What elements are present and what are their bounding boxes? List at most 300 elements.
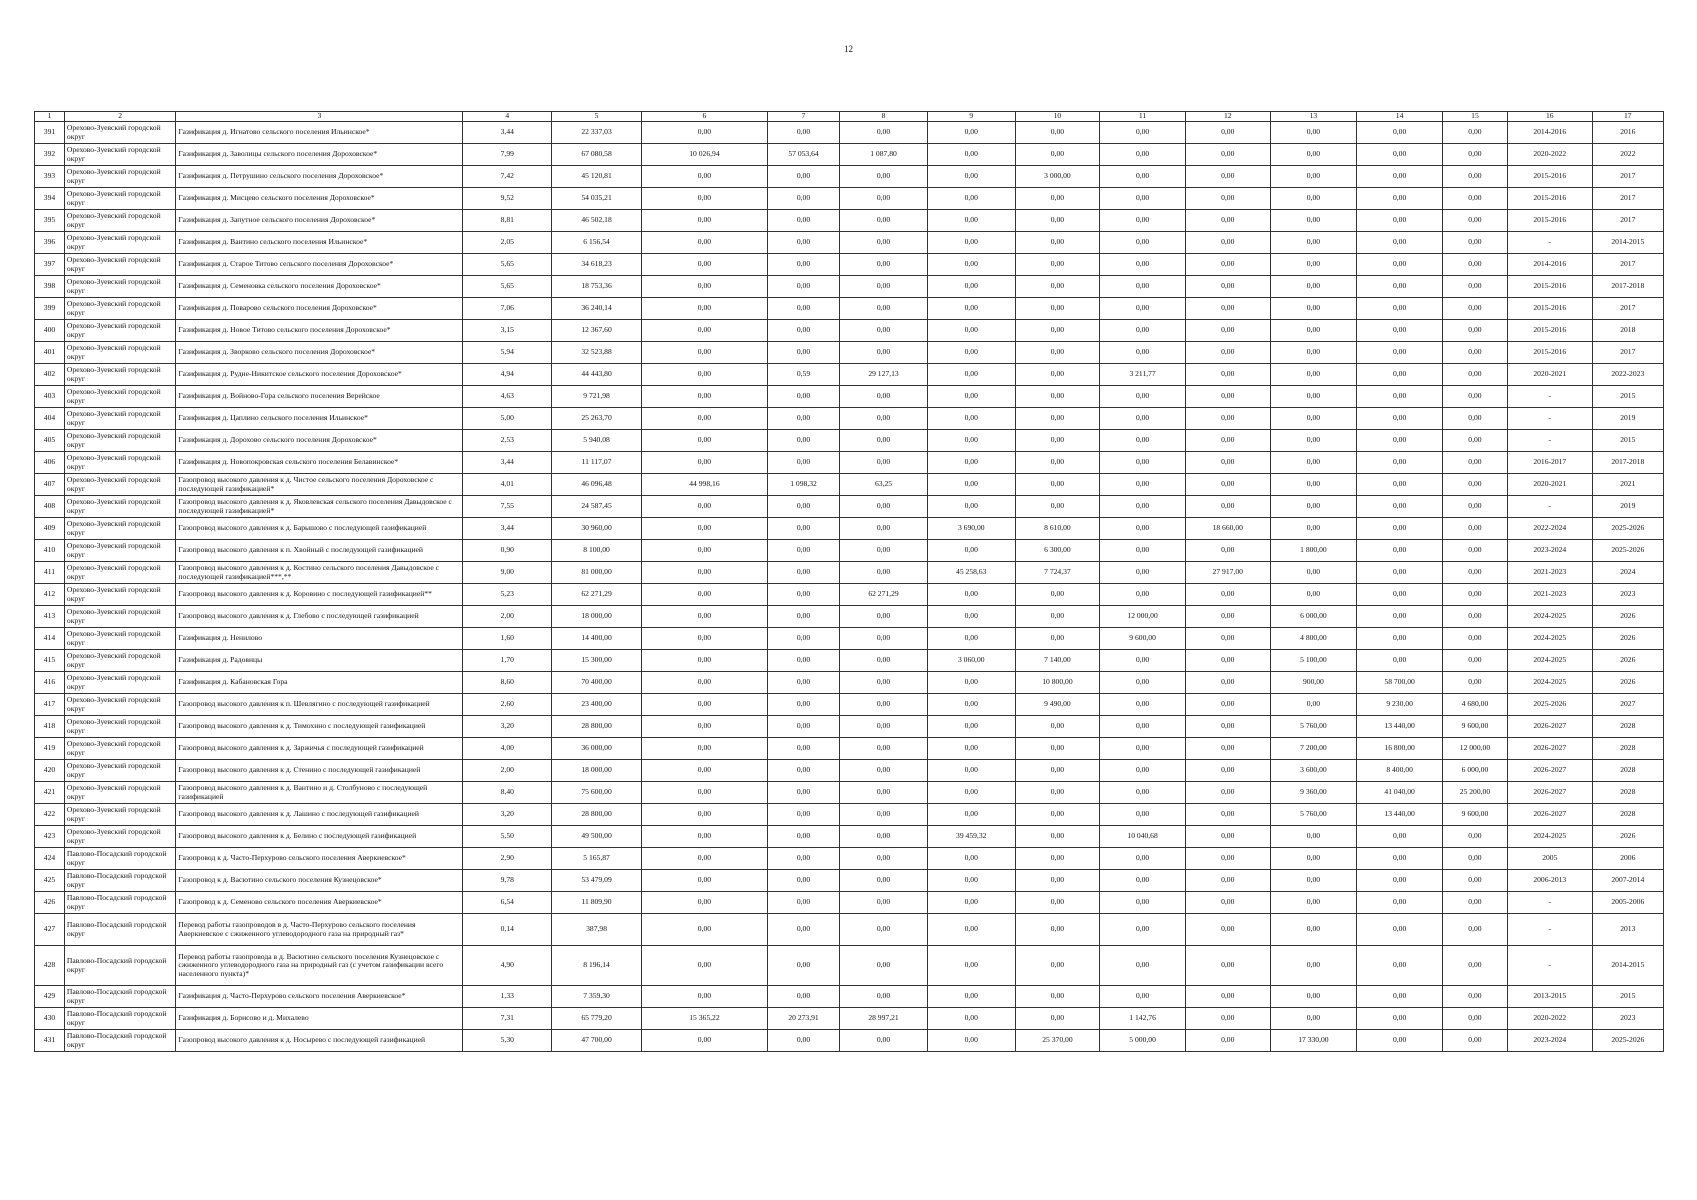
value-cell: 15 300,00 <box>552 650 642 672</box>
value-cell: 0,00 <box>840 782 928 804</box>
value-cell: 9 600,00 <box>1100 628 1186 650</box>
value-cell: 0,00 <box>1015 188 1100 210</box>
value-cell: 2015 <box>1592 430 1663 452</box>
object-name-cell: Газопровод высокого давления к д. Коровино с последующей газификацией** <box>176 584 463 606</box>
value-cell: 0,00 <box>1015 452 1100 474</box>
object-name-cell: Газификация д. Семеновка сельского поселения Дороховское* <box>176 276 463 298</box>
value-cell: 0,00 <box>1015 408 1100 430</box>
value-cell: 0,00 <box>1015 848 1100 870</box>
value-cell: 0,00 <box>840 276 928 298</box>
value-cell: 0,00 <box>1270 430 1357 452</box>
value-cell: 0,00 <box>1015 210 1100 232</box>
value-cell: 0,90 <box>463 540 552 562</box>
value-cell: 2022 <box>1592 144 1663 166</box>
value-cell: 0,00 <box>767 716 839 738</box>
value-cell: 0,00 <box>927 870 1015 892</box>
row-number: 409 <box>35 518 65 540</box>
value-cell: 0,00 <box>641 694 767 716</box>
value-cell: 0,00 <box>1357 848 1443 870</box>
value-cell: 2,00 <box>463 606 552 628</box>
value-cell: 0,00 <box>641 408 767 430</box>
value-cell: 62 271,29 <box>552 584 642 606</box>
value-cell: 34 618,23 <box>552 254 642 276</box>
value-cell: 0,00 <box>1442 986 1507 1008</box>
value-cell: 4,63 <box>463 386 552 408</box>
value-cell: 2026-2027 <box>1507 804 1592 826</box>
value-cell: 0,00 <box>641 562 767 584</box>
object-name-cell: Газопровод к д. Васютино сельского поселения Кузнецовское* <box>176 870 463 892</box>
value-cell: 0,00 <box>927 606 1015 628</box>
municipality-cell: Орехово-Зуевский городской округ <box>64 606 175 628</box>
value-cell: 0,00 <box>1357 452 1443 474</box>
value-cell: 0,00 <box>927 1008 1015 1030</box>
table-row <box>35 452 1664 474</box>
value-cell: 2006 <box>1592 848 1663 870</box>
municipality-cell: Павлово-Посадский городской округ <box>64 892 175 914</box>
value-cell: 3,44 <box>463 518 552 540</box>
value-cell: 0,00 <box>1100 562 1186 584</box>
value-cell: 0,00 <box>1357 540 1443 562</box>
value-cell: 0,00 <box>1357 986 1443 1008</box>
value-cell: 9,00 <box>463 562 552 584</box>
column-header: 14 <box>1357 112 1443 122</box>
value-cell: 0,00 <box>1100 254 1186 276</box>
value-cell: 0,00 <box>1100 782 1186 804</box>
value-cell: 0,00 <box>1100 738 1186 760</box>
value-cell: 2023-2024 <box>1507 540 1592 562</box>
column-header: 17 <box>1592 112 1663 122</box>
value-cell: 0,00 <box>767 946 839 986</box>
value-cell: 2027 <box>1592 694 1663 716</box>
table-row <box>35 804 1664 826</box>
row-number: 398 <box>35 276 65 298</box>
object-name-cell: Газификация д. Заволицы сельского поселения Дороховское* <box>176 144 463 166</box>
value-cell: 7 140,00 <box>1015 650 1100 672</box>
table-row <box>35 716 1664 738</box>
municipality-cell: Орехово-Зуевский городской округ <box>64 804 175 826</box>
municipality-cell: Орехово-Зуевский городской округ <box>64 474 175 496</box>
value-cell: 25 370,00 <box>1015 1030 1100 1052</box>
page-number: 12 <box>844 44 853 54</box>
object-name-cell: Газификация д. Войново-Гора сельского поселения Верейское <box>176 386 463 408</box>
value-cell: 0,00 <box>1185 870 1270 892</box>
value-cell: 0,00 <box>1442 606 1507 628</box>
column-header: 8 <box>840 112 928 122</box>
value-cell: 0,00 <box>1100 386 1186 408</box>
value-cell: 2026 <box>1592 672 1663 694</box>
table-row <box>35 232 1664 254</box>
value-cell: 0,00 <box>1270 144 1357 166</box>
value-cell: 2,05 <box>463 232 552 254</box>
value-cell: 0,00 <box>1100 210 1186 232</box>
object-name-cell: Газификация д. Новое Титово сельского поселения Дороховское* <box>176 320 463 342</box>
value-cell: 0,00 <box>927 166 1015 188</box>
value-cell: 0,00 <box>641 606 767 628</box>
value-cell: 0,00 <box>1185 716 1270 738</box>
value-cell: 2017 <box>1592 210 1663 232</box>
value-cell: 0,00 <box>1442 364 1507 386</box>
value-cell: 0,00 <box>1442 1030 1507 1052</box>
value-cell: 0,00 <box>1185 320 1270 342</box>
municipality-cell: Павлово-Посадский городской округ <box>64 914 175 946</box>
object-name-cell: Газификация д. Петрушино сельского поселения Дороховское* <box>176 166 463 188</box>
object-name-cell: Газопровод высокого давления к д. Тимохино с последующей газификацией <box>176 716 463 738</box>
value-cell: 0,00 <box>927 946 1015 986</box>
object-name-cell: Газопровод высокого давления к д. Носырево с последующей газификацией <box>176 1030 463 1052</box>
value-cell: 47 700,00 <box>552 1030 642 1052</box>
table-row <box>35 254 1664 276</box>
value-cell: 8 610,00 <box>1015 518 1100 540</box>
table-row <box>35 584 1664 606</box>
value-cell: 4 800,00 <box>1270 628 1357 650</box>
value-cell: 0,00 <box>1442 540 1507 562</box>
value-cell: 0,00 <box>1015 914 1100 946</box>
value-cell: 0,00 <box>641 946 767 986</box>
value-cell: 2026-2027 <box>1507 760 1592 782</box>
value-cell: 28 997,21 <box>840 1008 928 1030</box>
value-cell: 0,00 <box>1357 606 1443 628</box>
value-cell: 3,44 <box>463 122 552 144</box>
column-header: 7 <box>767 112 839 122</box>
value-cell: 8,60 <box>463 672 552 694</box>
value-cell: 7 359,30 <box>552 986 642 1008</box>
value-cell: 0,00 <box>1100 496 1186 518</box>
value-cell: 0,00 <box>641 430 767 452</box>
row-number: 403 <box>35 386 65 408</box>
value-cell: 10 026,94 <box>641 144 767 166</box>
value-cell: 2005-2006 <box>1592 892 1663 914</box>
column-header: 1 <box>35 112 65 122</box>
value-cell: 0,00 <box>1270 826 1357 848</box>
value-cell: 2013 <box>1592 914 1663 946</box>
value-cell: 2025-2026 <box>1592 1030 1663 1052</box>
value-cell: 0,00 <box>1015 254 1100 276</box>
value-cell: 0,00 <box>927 276 1015 298</box>
value-cell: 0,00 <box>641 1030 767 1052</box>
value-cell: 0,00 <box>767 254 839 276</box>
value-cell: 0,00 <box>1015 628 1100 650</box>
value-cell: 10 040,68 <box>1100 826 1186 848</box>
value-cell: 0,00 <box>840 760 928 782</box>
value-cell: 0,00 <box>1270 474 1357 496</box>
table-row <box>35 848 1664 870</box>
value-cell: 0,00 <box>1357 364 1443 386</box>
value-cell: 0,00 <box>927 342 1015 364</box>
value-cell: 0,00 <box>641 782 767 804</box>
value-cell: 5 760,00 <box>1270 804 1357 826</box>
value-cell: 2024-2025 <box>1507 650 1592 672</box>
column-number-row <box>35 112 1664 122</box>
value-cell: 0,00 <box>840 496 928 518</box>
value-cell: 900,00 <box>1270 672 1357 694</box>
column-header: 2 <box>64 112 175 122</box>
value-cell: 75 600,00 <box>552 782 642 804</box>
object-name-cell: Газификация д. Запутное сельского поселения Дороховское* <box>176 210 463 232</box>
object-name-cell: Газификация д. Кабановская Гора <box>176 672 463 694</box>
value-cell: 0,00 <box>1185 584 1270 606</box>
value-cell: 0,00 <box>1442 1008 1507 1030</box>
value-cell: 0,00 <box>927 430 1015 452</box>
value-cell: 0,00 <box>767 628 839 650</box>
value-cell: 0,00 <box>641 518 767 540</box>
value-cell: 0,00 <box>641 584 767 606</box>
value-cell: 0,00 <box>927 452 1015 474</box>
value-cell: 2024-2025 <box>1507 672 1592 694</box>
value-cell: 0,00 <box>1442 122 1507 144</box>
value-cell: 0,00 <box>1100 946 1186 986</box>
value-cell: 387,98 <box>552 914 642 946</box>
value-cell: 0,00 <box>767 342 839 364</box>
municipality-cell: Орехово-Зуевский городской округ <box>64 364 175 386</box>
value-cell: 0,00 <box>1442 386 1507 408</box>
value-cell: 0,00 <box>641 628 767 650</box>
value-cell: 18 000,00 <box>552 606 642 628</box>
value-cell: 81 000,00 <box>552 562 642 584</box>
value-cell: 0,00 <box>840 540 928 562</box>
table-row <box>35 144 1664 166</box>
row-number: 391 <box>35 122 65 144</box>
value-cell: 46 096,48 <box>552 474 642 496</box>
value-cell: 49 500,00 <box>552 826 642 848</box>
value-cell: 9 600,00 <box>1442 804 1507 826</box>
value-cell: 0,00 <box>767 298 839 320</box>
row-number: 425 <box>35 870 65 892</box>
value-cell: 0,00 <box>1015 320 1100 342</box>
value-cell: 62 271,29 <box>840 584 928 606</box>
table-row <box>35 986 1664 1008</box>
value-cell: 0,00 <box>1185 628 1270 650</box>
value-cell: 2020-2022 <box>1507 1008 1592 1030</box>
object-name-cell: Перевод работы газопровода в д. Васютино сельского поселения Кузнецовское с сжиженного углеводородного газа на природный газ (с учетом газификации всего населенного пункта)* <box>176 946 463 986</box>
value-cell: 0,00 <box>1015 738 1100 760</box>
municipality-cell: Павлово-Посадский городской округ <box>64 986 175 1008</box>
value-cell: 8,81 <box>463 210 552 232</box>
value-cell: 0,00 <box>1270 946 1357 986</box>
value-cell: 0,00 <box>1015 892 1100 914</box>
value-cell: 0,00 <box>1357 386 1443 408</box>
value-cell: 2023-2024 <box>1507 1030 1592 1052</box>
value-cell: 0,00 <box>641 320 767 342</box>
value-cell: 2006-2013 <box>1507 870 1592 892</box>
municipality-cell: Орехово-Зуевский городской округ <box>64 386 175 408</box>
value-cell: 0,00 <box>1442 166 1507 188</box>
value-cell: 0,00 <box>1442 870 1507 892</box>
value-cell: 0,00 <box>1442 826 1507 848</box>
value-cell: 2026-2027 <box>1507 716 1592 738</box>
value-cell: 0,00 <box>1442 584 1507 606</box>
value-cell: 15 365,22 <box>641 1008 767 1030</box>
value-cell: 2,53 <box>463 430 552 452</box>
value-cell: 0,00 <box>767 606 839 628</box>
value-cell: 0,00 <box>1100 892 1186 914</box>
value-cell: 4 680,00 <box>1442 694 1507 716</box>
value-cell: 0,00 <box>767 320 839 342</box>
value-cell: 0,00 <box>927 804 1015 826</box>
value-cell: 0,00 <box>1100 716 1186 738</box>
value-cell: 2015-2016 <box>1507 298 1592 320</box>
value-cell: 0,00 <box>1270 870 1357 892</box>
value-cell: 0,00 <box>1100 276 1186 298</box>
value-cell: 0,00 <box>840 562 928 584</box>
value-cell: 0,00 <box>767 650 839 672</box>
value-cell: 0,00 <box>1015 298 1100 320</box>
value-cell: 0,00 <box>1185 914 1270 946</box>
value-cell: 0,00 <box>1185 694 1270 716</box>
value-cell: 2015-2016 <box>1507 276 1592 298</box>
value-cell: 0,00 <box>927 914 1015 946</box>
value-cell: 2021 <box>1592 474 1663 496</box>
value-cell: 0,00 <box>767 122 839 144</box>
value-cell: 14 400,00 <box>552 628 642 650</box>
value-cell: 0,00 <box>840 986 928 1008</box>
value-cell: 0,00 <box>641 210 767 232</box>
value-cell: 2014-2016 <box>1507 254 1592 276</box>
municipality-cell: Орехово-Зуевский городской округ <box>64 496 175 518</box>
value-cell: 2019 <box>1592 408 1663 430</box>
value-cell: 0,00 <box>767 760 839 782</box>
value-cell: 0,00 <box>1270 892 1357 914</box>
value-cell: 0,00 <box>1270 210 1357 232</box>
value-cell: 0,00 <box>840 166 928 188</box>
value-cell: 2005 <box>1507 848 1592 870</box>
table-body <box>35 122 1664 1052</box>
value-cell: 0,00 <box>1100 430 1186 452</box>
table-row <box>35 1030 1664 1052</box>
row-number: 394 <box>35 188 65 210</box>
value-cell: 0,00 <box>840 254 928 276</box>
value-cell: 2022-2023 <box>1592 364 1663 386</box>
value-cell: 2025-2026 <box>1592 540 1663 562</box>
value-cell: 0,00 <box>767 276 839 298</box>
value-cell: 22 337,03 <box>552 122 642 144</box>
value-cell: 0,00 <box>1357 826 1443 848</box>
value-cell: 0,00 <box>641 804 767 826</box>
value-cell: 7 724,37 <box>1015 562 1100 584</box>
value-cell: 0,00 <box>1015 364 1100 386</box>
value-cell: 2023 <box>1592 584 1663 606</box>
value-cell: 0,00 <box>1100 298 1186 320</box>
value-cell: 0,00 <box>1270 408 1357 430</box>
value-cell: 0,00 <box>1270 342 1357 364</box>
value-cell: 0,00 <box>1015 782 1100 804</box>
value-cell: 0,00 <box>840 650 928 672</box>
value-cell: 0,00 <box>1357 166 1443 188</box>
value-cell: 0,00 <box>840 672 928 694</box>
value-cell: 5,30 <box>463 1030 552 1052</box>
value-cell: 67 080,58 <box>552 144 642 166</box>
municipality-cell: Павлово-Посадский городской округ <box>64 870 175 892</box>
value-cell: 1 098,32 <box>767 474 839 496</box>
value-cell: 0,00 <box>1270 914 1357 946</box>
value-cell: 0,00 <box>927 892 1015 914</box>
value-cell: 0,00 <box>1357 430 1443 452</box>
object-name-cell: Газификация д. Ненилово <box>176 628 463 650</box>
object-name-cell: Газопровод высокого давления к д. Белино с последующей газификацией <box>176 826 463 848</box>
value-cell: 0,00 <box>1357 650 1443 672</box>
table-row <box>35 474 1664 496</box>
value-cell: 28 800,00 <box>552 716 642 738</box>
value-cell: 0,00 <box>641 452 767 474</box>
value-cell: 0,00 <box>1357 496 1443 518</box>
table-row <box>35 826 1664 848</box>
value-cell: 29 127,13 <box>840 364 928 386</box>
value-cell: 0,00 <box>1442 276 1507 298</box>
value-cell: 3 000,00 <box>1015 166 1100 188</box>
value-cell: 0,00 <box>1442 650 1507 672</box>
value-cell: 2028 <box>1592 738 1663 760</box>
value-cell: 44 443,80 <box>552 364 642 386</box>
value-cell: - <box>1507 408 1592 430</box>
municipality-cell: Орехово-Зуевский городской округ <box>64 760 175 782</box>
value-cell: 0,00 <box>1100 914 1186 946</box>
municipality-cell: Павлово-Посадский городской округ <box>64 1030 175 1052</box>
municipality-cell: Орехово-Зуевский городской округ <box>64 232 175 254</box>
value-cell: - <box>1507 430 1592 452</box>
value-cell: 0,00 <box>1270 386 1357 408</box>
value-cell: 0,00 <box>840 232 928 254</box>
table-row <box>35 342 1664 364</box>
value-cell: 0,00 <box>840 914 928 946</box>
value-cell: 9 230,00 <box>1357 694 1443 716</box>
object-name-cell: Газификация д. Мисцево сельского поселения Дороховское* <box>176 188 463 210</box>
municipality-cell: Орехово-Зуевский городской округ <box>64 122 175 144</box>
value-cell: 7,55 <box>463 496 552 518</box>
value-cell: 0,00 <box>840 870 928 892</box>
value-cell: 0,00 <box>1442 144 1507 166</box>
column-header: 4 <box>463 112 552 122</box>
value-cell: 0,00 <box>840 320 928 342</box>
value-cell: 58 700,00 <box>1357 672 1443 694</box>
object-name-cell: Газопровод высокого давления к д. Глебово с последующей газификацией <box>176 606 463 628</box>
object-name-cell: Газопровод к д. Часто-Перхурово сельского поселения Аверкиевское* <box>176 848 463 870</box>
value-cell: 2015-2016 <box>1507 342 1592 364</box>
value-cell: 3 690,00 <box>927 518 1015 540</box>
value-cell: 1 800,00 <box>1270 540 1357 562</box>
object-name-cell: Газопровод к д. Семеново сельского поселения Аверкиевское* <box>176 892 463 914</box>
row-number: 428 <box>35 946 65 986</box>
value-cell: 0,00 <box>1357 210 1443 232</box>
value-cell: 25 263,70 <box>552 408 642 430</box>
value-cell: 0,00 <box>1185 606 1270 628</box>
value-cell: 2015-2016 <box>1507 210 1592 232</box>
value-cell: 0,00 <box>1185 892 1270 914</box>
value-cell: 0,00 <box>1357 562 1443 584</box>
value-cell: 0,00 <box>1185 540 1270 562</box>
value-cell: 0,00 <box>767 188 839 210</box>
value-cell: 2024-2025 <box>1507 606 1592 628</box>
value-cell: 0,00 <box>1357 122 1443 144</box>
value-cell: 1,70 <box>463 650 552 672</box>
value-cell: 0,00 <box>1185 452 1270 474</box>
value-cell: 10 800,00 <box>1015 672 1100 694</box>
value-cell: 0,00 <box>1015 870 1100 892</box>
value-cell: 2023 <box>1592 1008 1663 1030</box>
value-cell: 0,00 <box>1185 826 1270 848</box>
value-cell: 5 165,87 <box>552 848 642 870</box>
row-number: 402 <box>35 364 65 386</box>
value-cell: 27 917,00 <box>1185 562 1270 584</box>
value-cell: 0,00 <box>1100 474 1186 496</box>
municipality-cell: Орехово-Зуевский городской округ <box>64 650 175 672</box>
value-cell: 0,00 <box>1442 210 1507 232</box>
value-cell: 6 300,00 <box>1015 540 1100 562</box>
table-row <box>35 870 1664 892</box>
municipality-cell: Орехово-Зуевский городской округ <box>64 826 175 848</box>
table-row <box>35 606 1664 628</box>
municipality-cell: Орехово-Зуевский городской округ <box>64 584 175 606</box>
row-number: 408 <box>35 496 65 518</box>
value-cell: 0,00 <box>927 210 1015 232</box>
